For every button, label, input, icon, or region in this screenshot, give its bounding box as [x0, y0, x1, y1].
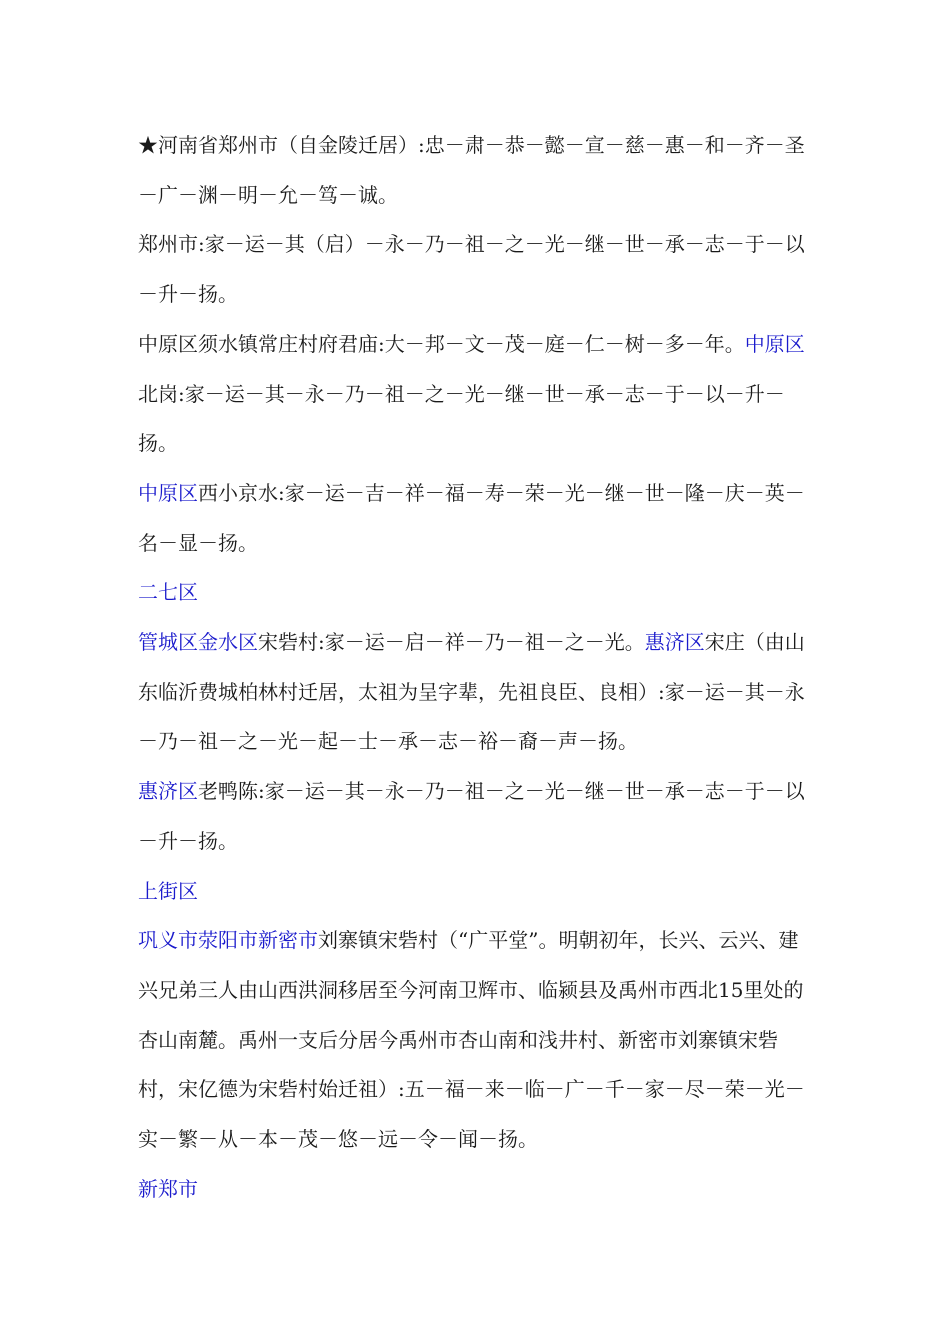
paragraph-zhengzhou-intro	[138, 121, 810, 220]
link-jinshui-district[interactable]: 金水区	[198, 630, 258, 655]
text-segment: 宋砦村:家－运－启－祥－乃－祖－之－光。	[258, 630, 645, 655]
link-erqi-district[interactable]: 二七区	[138, 580, 198, 605]
text-segment: 中原区须水镇常庄村府君庙:大－邦－文－茂－庭－仁－树－多－年。	[138, 331, 745, 356]
link-huiji-district[interactable]: 惠济区	[644, 630, 705, 655]
paragraph-guancheng	[138, 618, 810, 767]
text-segment: 西小京水:家－运－吉－祥－福－寿－荣－光－继－世－隆－庆－英－名－显－扬。	[138, 480, 805, 555]
text-segment: ★河南省郑州市（自金陵迁居）:忠－肃－恭－懿－宣－慈－惠－和－齐－圣－广－渊－明－允－笃－诚。	[138, 133, 805, 207]
text-segment: 老鸭陈:家－运－其－永－乃－祖－之－光－继－世－承－志－于－以－升－扬。	[138, 779, 805, 853]
text-segment: 宋庄（由山东临沂费城柏林村迁居，太祖为呈字辈，先祖良臣、良相）:家－运－其－永－乃－祖－之－光－起－士－承－志－裕－裔－声－扬。	[138, 630, 805, 754]
link-zhongyuan-district[interactable]: 中原区	[744, 331, 805, 356]
link-huiji-district[interactable]: 惠济区	[138, 779, 198, 804]
document-page	[138, 121, 810, 1214]
text-segment: 刘寨镇宋砦村（“广平堂”。明朝初年，长兴、云兴、建兴兄弟三人由山西洪洞移居至今河南卫辉市、临颍县及禹州市西北15里处的杏山南麓。禹州一支后分居今禹州市杏山南和浅井村、新密市刘寨镇宋砦村，宋亿德为宋砦村始迁祖）:五－福－来－临－广－千－家－尽－荣－光－实－繁－从－本－茂－悠－远－令－闻－扬。	[138, 928, 805, 1152]
text-segment: 北岗:家－运－其－永－乃－祖－之－光－继－世－承－志－于－以－升－扬。	[138, 381, 785, 456]
paragraph-laoyachen	[138, 767, 810, 866]
link-shangjie-district[interactable]: 上街区	[138, 878, 198, 903]
paragraph-xinzheng	[138, 1165, 810, 1215]
link-zhongyuan-district[interactable]: 中原区	[138, 480, 198, 505]
paragraph-zhongyuan	[138, 320, 810, 469]
link-gongyi-city[interactable]: 巩义市	[138, 928, 198, 953]
paragraph-erqi	[138, 568, 810, 618]
text-segment: 郑州市:家－运－其（启）－永－乃－祖－之－光－继－世－承－志－于－以－升－扬。	[138, 232, 805, 307]
paragraph-xixiaojingshui	[138, 469, 810, 568]
link-xinzheng-city[interactable]: 新郑市	[138, 1176, 198, 1201]
paragraph-gongyi	[138, 916, 810, 1165]
link-xingyang-city[interactable]: 荥阳市	[198, 928, 258, 953]
link-guancheng-district[interactable]: 管城区	[138, 630, 198, 655]
paragraph-zhengzhou	[138, 220, 810, 319]
link-xinmi-city[interactable]: 新密市	[258, 928, 318, 953]
paragraph-shangjie	[138, 867, 810, 917]
